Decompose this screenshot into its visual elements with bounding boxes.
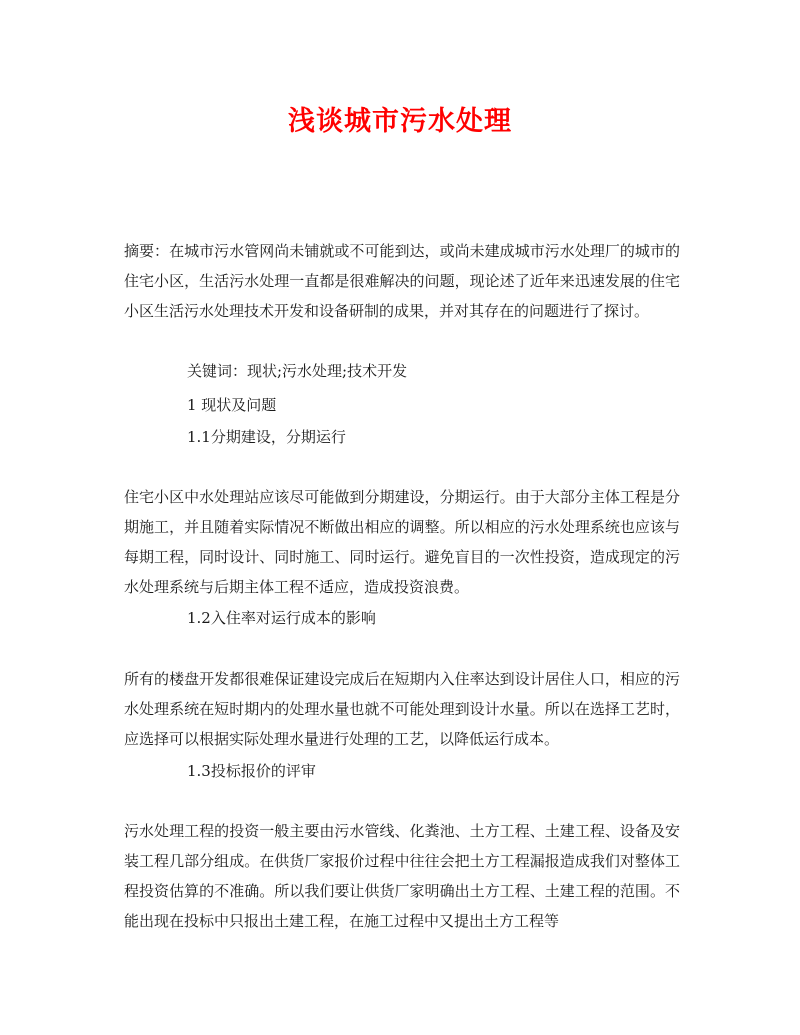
section-1-1-body: 住宅小区中水处理站应该尽可能做到分期建设，分期运行。由于大部分主体工程是分期施工，并且随着实际情况不断做出相应的调整。所以相应的污水处理系统也应该与每期工程，同时设计、同时施工、同时运行。避免盲目的一次性投资，造成现定的污水处理系统与后期主体工程不适应，造成投资浪费。 — [124, 488, 680, 596]
section-1-2-body: 所有的楼盘开发都很难保证建设完成后在短期内入住率达到设计居住人口，相应的污水处理系统在短时期内的处理水量也就不可能处理到设计水量。所以在选择工艺时，应选择可以根据实际处理水量进行处理的工艺，以降低运行成本。 — [124, 670, 680, 748]
section-1-3-heading: 1.3投标报价的评审 — [187, 762, 316, 780]
document-title: 浅谈城市污水处理 — [288, 106, 512, 137]
abstract-paragraph: 摘要：在城市污水管网尚未铺就或不可能到达，或尚未建成城市污水处理厂的城市的住宅小区，生活污水处理一直都是很难解决的问题，现论述了近年来迅速发展的住宅小区生活污水处理技术开发和设备研制的成果，并对其存在的问题进行了探讨。 — [124, 242, 680, 320]
section-1-3-body: 污水处理工程的投资一般主要由污水管线、化粪池、土方工程、土建工程、设备及安装工程几部分组成。在供货厂家报价过程中往往会把土方工程漏报造成我们对整体工程投资估算的不准确。所以我们要让供货厂家明确出土方工程、土建工程的范围。不能出现在投标中只报出土建工程，在施工过程中又提出土方工程等 — [124, 822, 680, 930]
section-1-heading: 1 现状及问题 — [187, 396, 277, 414]
section-1-1-heading: 1.1分期建设，分期运行 — [187, 428, 346, 446]
section-1-2-heading: 1.2入住率对运行成本的影响 — [187, 609, 376, 627]
keywords-line: 关键词：现状;污水处理;技术开发 — [187, 362, 408, 380]
